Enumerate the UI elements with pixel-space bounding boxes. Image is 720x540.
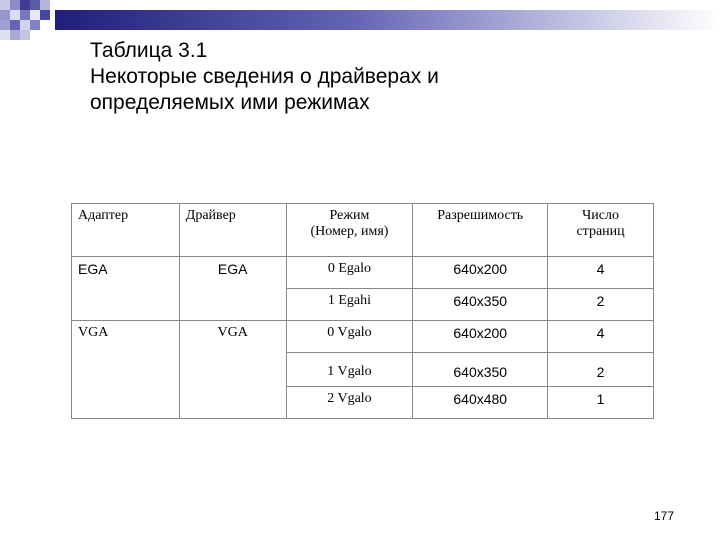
cell-pages: 2 (548, 353, 654, 387)
cell-mode: 1 Egahi (286, 289, 413, 321)
cell-resolution: 640x200 (413, 321, 548, 353)
cell-pages: 4 (548, 257, 654, 289)
cell-resolution: 640x200 (413, 257, 548, 289)
drivers-table (71, 203, 654, 419)
cell-mode: 0 Vgalo (286, 321, 413, 353)
header-pages-line-1: Число (582, 208, 619, 223)
header-adapter: Адаптер (72, 204, 180, 257)
title-line-3: определяемых ими режимах (90, 91, 370, 114)
page-number: 177 (654, 509, 675, 523)
cell-adapter: VGA (72, 321, 180, 419)
cell-pages: 2 (548, 289, 654, 321)
cell-mode: 1 Vgalo (286, 353, 413, 387)
header-mode-line-2: (Номер, имя) (310, 224, 389, 239)
cell-pages: 1 (548, 387, 654, 419)
table-header-row (72, 204, 654, 257)
header-mode-line-1: Режим (329, 208, 370, 223)
header-resolution: Разрешимость (413, 204, 548, 257)
cell-driver: VGA (179, 321, 286, 419)
cell-driver: EGA (179, 257, 286, 321)
header-pages (548, 204, 654, 257)
header-mode (286, 204, 413, 257)
cell-mode: 0 Egalo (286, 257, 413, 289)
title-line-1: Таблица 3.1 (90, 39, 208, 62)
cell-resolution: 640x350 (413, 289, 548, 321)
cell-mode: 2 Vgalo (286, 387, 413, 419)
header-pages-line-2: страниц (576, 224, 625, 239)
table-row (72, 257, 654, 289)
cell-resolution: 640x350 (413, 353, 548, 387)
slide-title (90, 38, 439, 116)
table-row (72, 321, 654, 353)
cell-adapter: EGA (72, 257, 180, 321)
cell-pages: 4 (548, 321, 654, 353)
cell-resolution: 640x480 (413, 387, 548, 419)
header-driver: Драйвер (179, 204, 286, 257)
title-line-2: Некоторые сведения о драйверах и (90, 65, 439, 88)
